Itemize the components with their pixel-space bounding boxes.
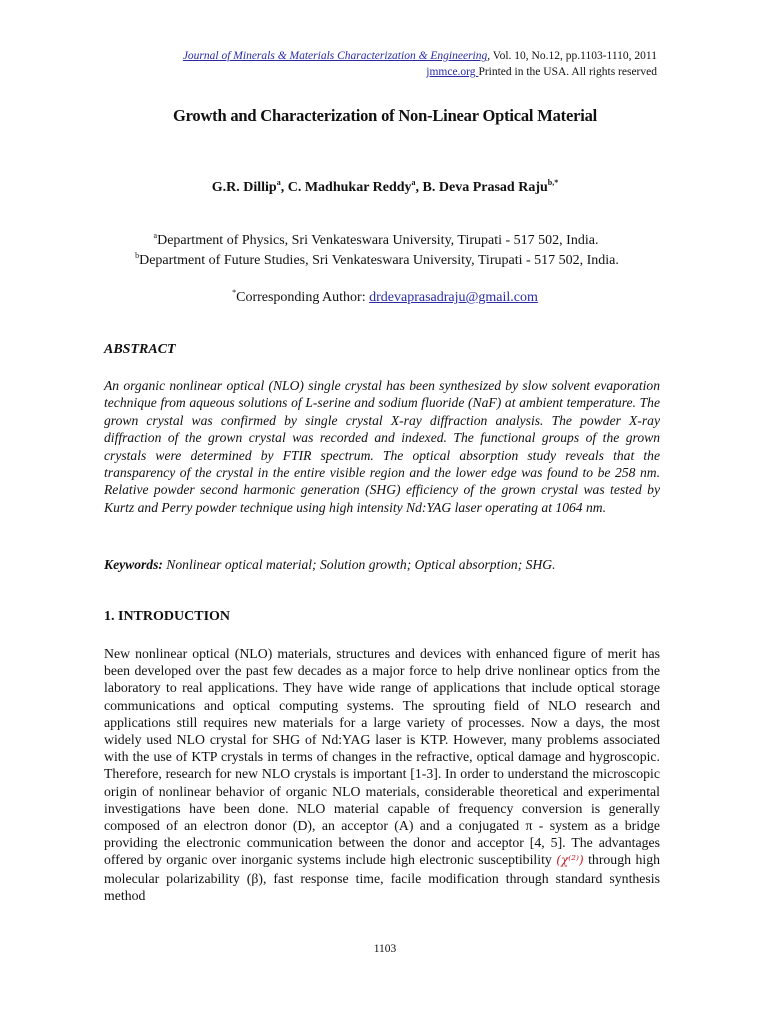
email-link[interactable]: drdevaprasadraju@gmail.com: [369, 290, 538, 305]
affiliation-b: [0, 253, 762, 269]
journal-citation-line: [100, 48, 657, 64]
journal-rights-line: [100, 64, 657, 80]
keywords-label: Keywords:: [104, 557, 163, 572]
author-separator: ,: [280, 180, 288, 195]
introduction-text-part1: New nonlinear optical (NLO) materials, structures and devices with enhanced figure of merit has been developed over the past few decades as a major force to help drive nonlinear optics from the laboratory to real applications. They have wide range of applications that include optical storage communications and optical computing systems. The sprouting field of NLO research and applications still requires new materials for a large variety of processes. Now a days, the most widely used NLO crystal for SHG of Nd:YAG laser is KTP. However, many problems associated with the use of KTP crystals in terms of changes in the refractive, optical damage and hygroscopic. Therefore, research for new NLO crystals is important [1-3]. In order to understand the microscopic origin of nonlinear behavior of organic NLO materials, considerable theoretical and experimental investigations have been done. NLO material capable of frequency conversion is generally composed of an electron donor (D), an acceptor (A) and a conjugated π - system as a bridge providing the electronic communication between the donor and acceptor [4, 5]. The advantages offered by organic over inorganic systems include high electronic susceptibility: [104, 646, 660, 868]
introduction-text: [104, 645, 660, 904]
author-name: C. Madhukar Reddy: [287, 180, 412, 195]
keywords: [104, 557, 664, 573]
affiliation-mark: b: [135, 251, 140, 260]
author-name: G.R. Dillip: [211, 180, 277, 195]
paper-title: Growth and Characterization of Non-Linear Optical Material: [172, 106, 598, 125]
author-list: [0, 180, 770, 196]
website-link[interactable]: jmmce.org: [426, 66, 479, 78]
journal-link[interactable]: Journal of Minerals & Materials Characterization & Engineering: [182, 50, 488, 62]
introduction-text-part2: through high molecular polarizability (β), fast response time, facile modification through standard synthesis method: [104, 852, 660, 903]
affiliation-text: Department of Physics, Sri Venkateswara University, Tirupati - 517 502, India.: [157, 233, 599, 248]
author-affiliation-mark: a: [276, 178, 281, 187]
author-affiliation-mark: a: [411, 178, 416, 187]
journal-header: [100, 48, 657, 80]
affiliation-mark: a: [153, 231, 158, 240]
corresponding-label: Corresponding Author:: [236, 290, 370, 305]
affiliation-text: Department of Future Studies, Sri Venkateswara University, Tirupati - 517 502, India.: [139, 253, 619, 268]
author-separator: ,: [415, 180, 423, 195]
introduction-heading: 1. INTRODUCTION: [104, 609, 231, 624]
keywords-text: Nonlinear optical material; Solution growth; Optical absorption; SHG.: [162, 557, 556, 572]
corresponding-mark: *: [232, 288, 237, 297]
rights-text: Printed in the USA. All rights reserved: [478, 66, 657, 78]
abstract-heading: ABSTRACT: [104, 342, 176, 357]
chi-symbol: (χ⁽²⁾): [556, 853, 584, 868]
corresponding-author: [0, 290, 770, 306]
page-number: 1103: [373, 943, 397, 955]
author-name: B. Deva Prasad Raju: [422, 180, 548, 195]
affiliation-a: [0, 233, 761, 249]
author-affiliation-mark: b,*: [547, 178, 559, 187]
volume-info: , Vol. 10, No.12, pp.1103-1110, 2011: [487, 50, 657, 62]
abstract-text: An organic nonlinear optical (NLO) single crystal has been synthesized by slow solvent evaporation technique from aqueous solutions of L-serine and sodium fluoride (NaF) at ambient temperature. The grown crystal was confirmed by single crystal X-ray diffraction analysis. The powder X-ray diffraction of the grown crystal was recorded and indexed. The functional groups of the grown crystals were determined by FTIR spectrum. The optical absorption study reveals that the transparency of the crystal in the entire visible region and the lower edge was found to be 258 nm. Relative powder second harmonic generation (SHG) efficiency of the grown crystal was tested by Kurtz and Perry powder technique using high intensity Nd:YAG laser operating at 1064 nm.: [104, 378, 660, 515]
